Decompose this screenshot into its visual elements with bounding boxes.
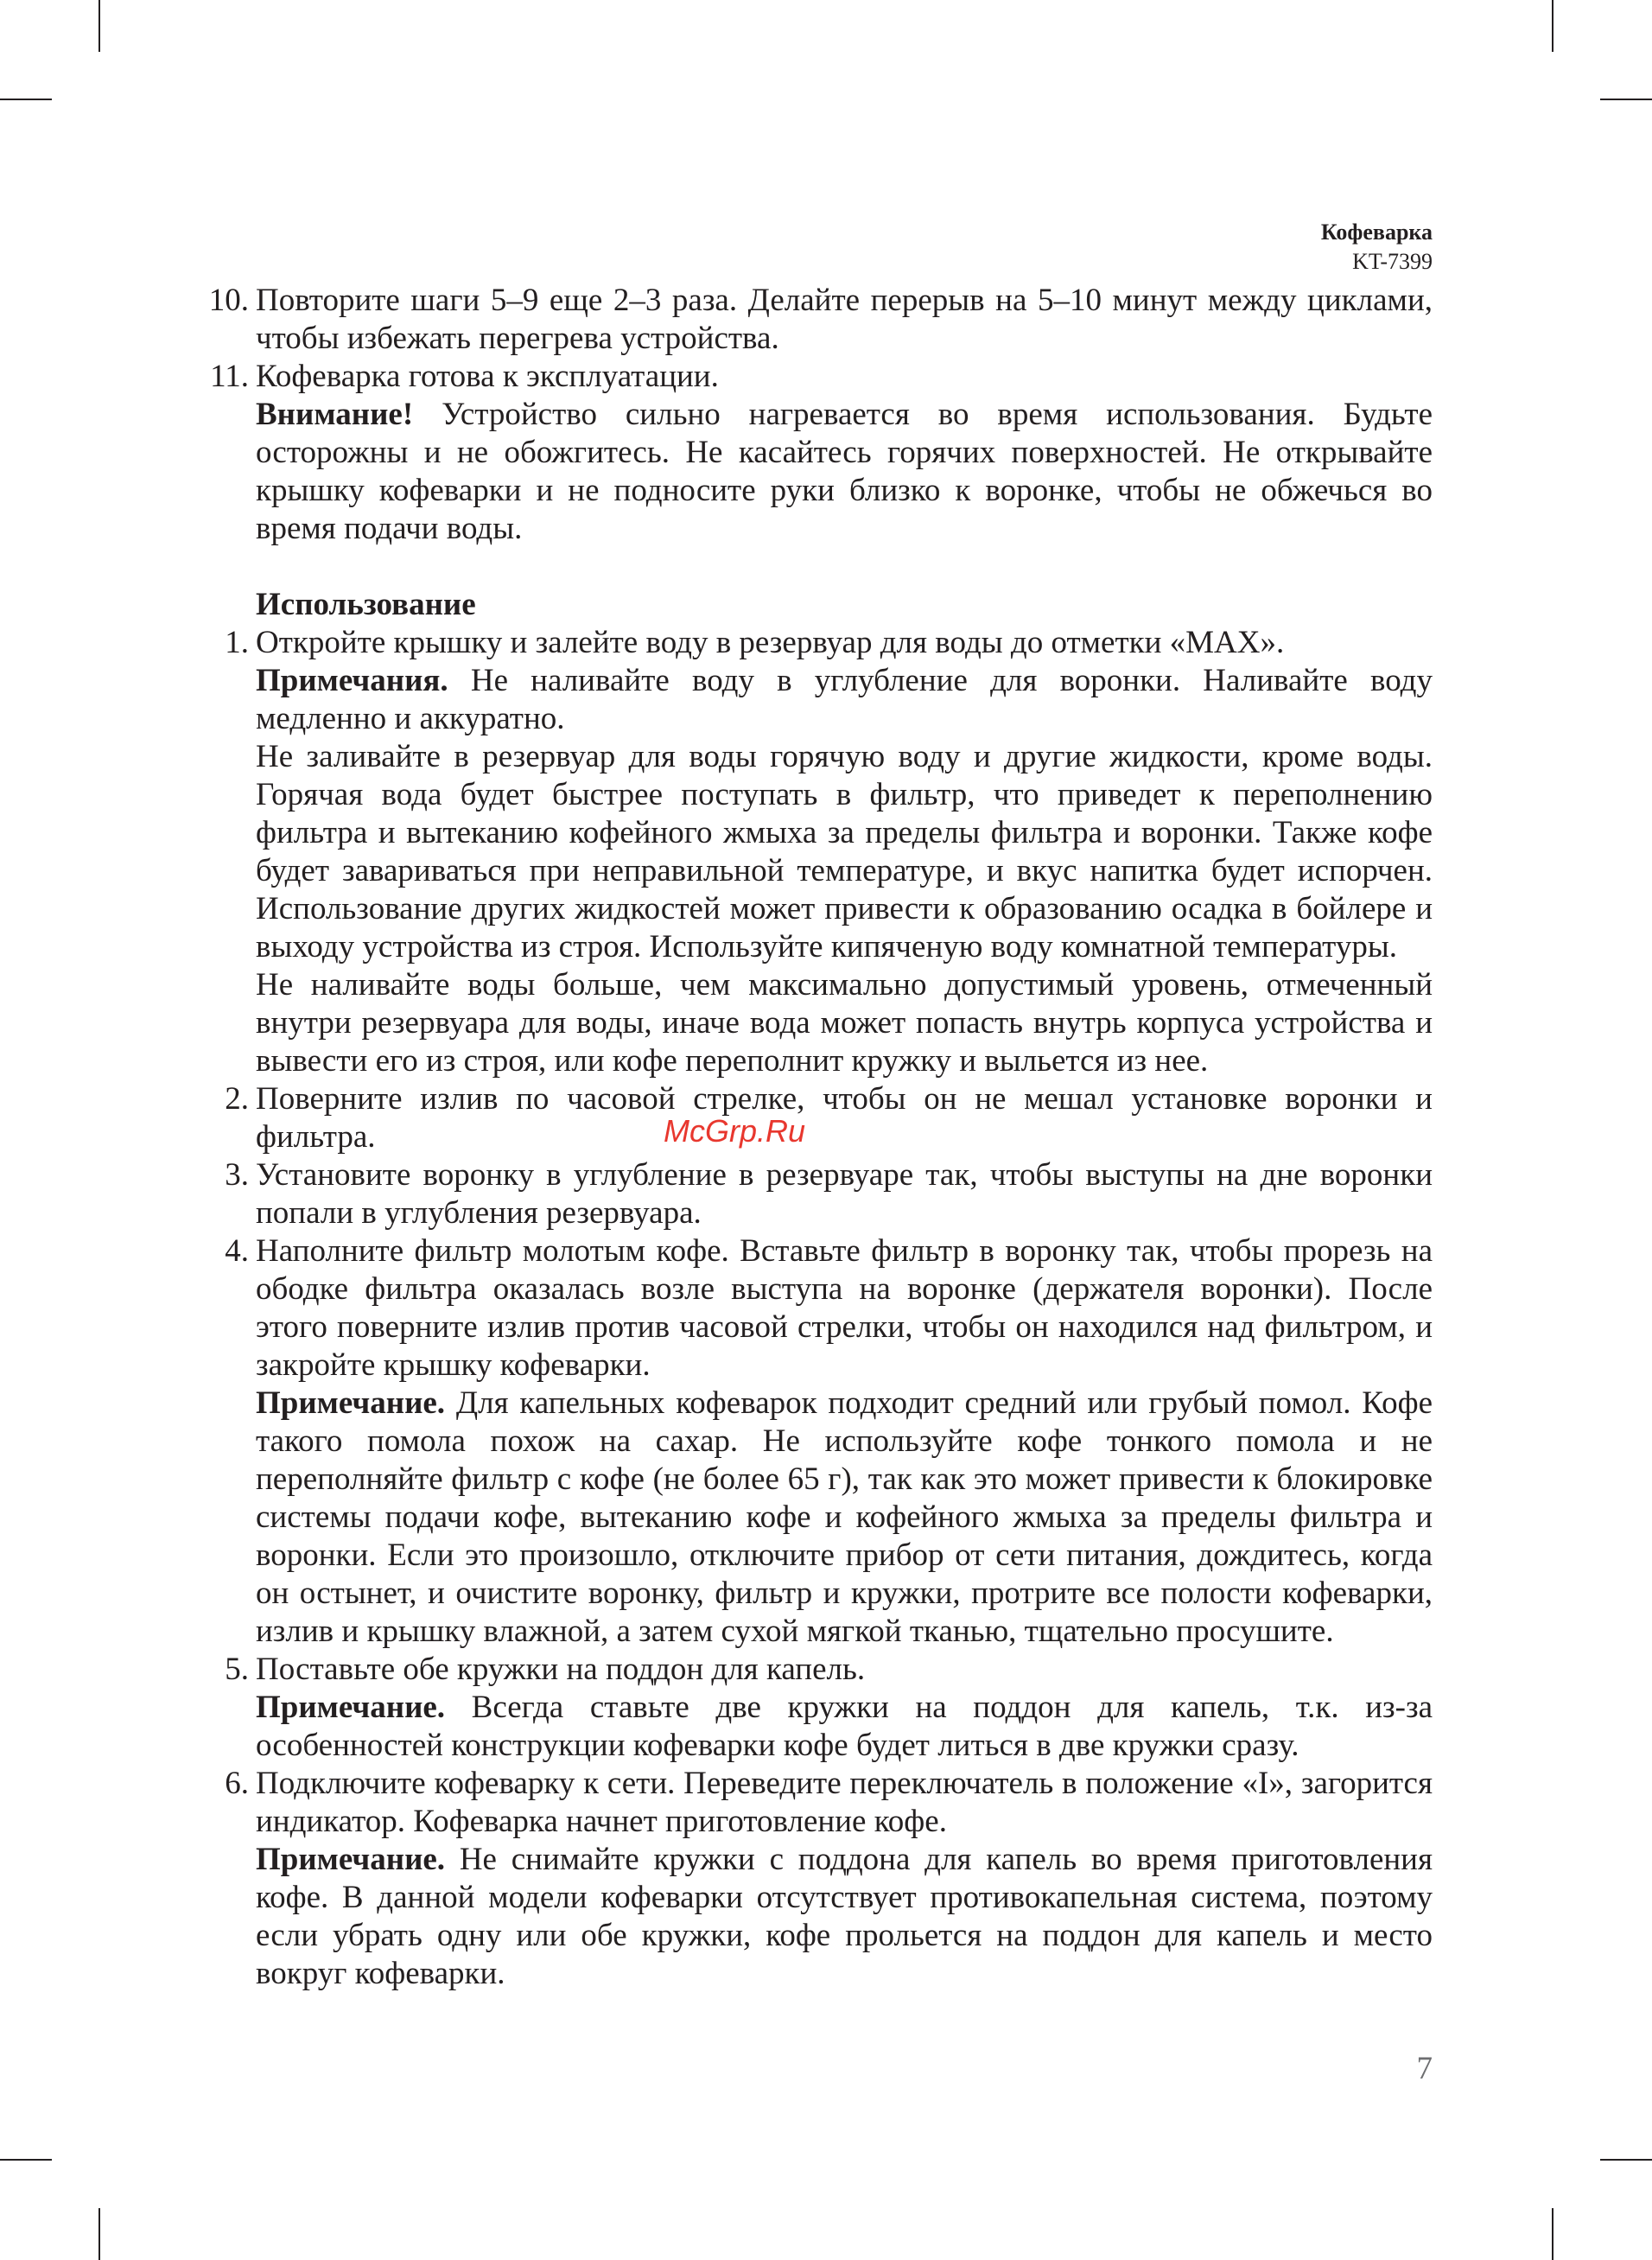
- header-title: Кофеварка: [1320, 220, 1433, 245]
- note-text: Не снимайте кружки с поддона для капель во время приготовления кофе. В данной модели кофеварки отсутствует противокапельная система, поэтому если убрать одну или обе кружки, кофе прольется на поддон для капель и место вокруг кофеварки.: [256, 1842, 1433, 1991]
- note-label: Примечания.: [256, 663, 448, 698]
- item-text: Откройте крышку и залейте воду в резервуар для воды до отметки «MAX».: [256, 625, 1285, 660]
- item-number: 3.: [225, 1157, 249, 1193]
- note-label: Примечание.: [256, 1385, 446, 1421]
- item-text: Наполните фильтр молотым кофе. Вставьте фильтр в воронку так, чтобы прорезь на ободке фильтра оказалась возле выступа на воронке (держателя воронки). После этого поверните излив против часовой стрелки, чтобы он находился над фильтром, и закройте крышку кофеварки.: [256, 1233, 1433, 1383]
- page-content: [197, 282, 1433, 1993]
- running-header: [1321, 218, 1433, 277]
- note-paragraph: [256, 1689, 1433, 1765]
- section-heading: Использование: [256, 587, 476, 622]
- list-item: [197, 1651, 1433, 1765]
- item-number: 5.: [225, 1652, 249, 1687]
- note-text: Всегда ставьте две кружки на поддон для капель, т.к. из-за особенностей конструкции кофеварки кофе будет литься в две кружки сразу.: [256, 1690, 1433, 1763]
- crop-mark: [0, 2159, 52, 2161]
- crop-mark: [1552, 2208, 1554, 2260]
- watermark: McGrp.Ru: [664, 1113, 806, 1149]
- crop-mark: [98, 2208, 100, 2260]
- note-text: Не наливайте воду в углубление для воронки. Наливайте воду медленно и аккуратно.: [256, 663, 1433, 736]
- item-number: 4.: [225, 1233, 249, 1269]
- note-paragraph: [256, 1385, 1433, 1651]
- note-label: Примечание.: [256, 1690, 446, 1725]
- list-item: [197, 1765, 1433, 1993]
- list-item: [197, 1156, 1433, 1232]
- crop-mark: [0, 99, 52, 100]
- item-text: Кофеварка готова к эксплуатации.: [256, 359, 719, 394]
- item-number: 11.: [210, 359, 249, 394]
- item-text: Поставьте обе кружки на поддон для капель.: [256, 1652, 866, 1687]
- page-number: 7: [1416, 2051, 1433, 2086]
- item-text: Установите воронку в углубление в резервуаре так, чтобы выступы на дне воронки попали в углубления резервуара.: [256, 1157, 1433, 1231]
- item-number: 1.: [225, 625, 249, 660]
- list-item: [197, 1232, 1433, 1651]
- list-item: [197, 282, 1433, 358]
- note-paragraph: [256, 1841, 1433, 1993]
- note-text: Для капельных кофеварок подходит средний или грубый помол. Кофе такого помола похож на сахар. Не используйте кофе тонкого помола и не переполняйте фильтр с кофе (не более 65 г), так как это может привести к блокировке системы подачи кофе, вытеканию кофе и кофейного жмыха за пределы фильтра и воронки. Если это произошло, отключите прибор от сети питания, дождитесь, когда он остынет, и очистите воронку, фильтр и кружки, протрите все полости кофеварки, излив и крышку влажной, а затем сухой мягкой тканью, тщательно просушите.: [256, 1385, 1433, 1649]
- crop-mark: [98, 0, 100, 52]
- note-paragraph: Не наливайте воды больше, чем максимально допустимый уровень, отмеченный внутри резервуара для воды, иначе вода может попасть внутрь корпуса устройства и вывести его из строя, или кофе переполнит кружку и выльется из нее.: [256, 967, 1433, 1079]
- header-model: KT-7399: [1352, 249, 1433, 275]
- crop-mark: [1600, 2159, 1652, 2161]
- warning-paragraph: [249, 396, 1433, 548]
- item-number: 2.: [225, 1081, 249, 1117]
- list-item: [197, 1080, 1433, 1156]
- note-paragraph: [256, 662, 1433, 738]
- list-item: [197, 624, 1433, 1080]
- crop-mark: [1552, 0, 1554, 52]
- item-number: 10.: [208, 283, 249, 318]
- item-number: 6.: [225, 1766, 249, 1801]
- crop-mark: [1600, 99, 1652, 100]
- warning-label: Внимание!: [256, 397, 414, 432]
- item-text: Повторите шаги 5–9 еще 2–3 раза. Делайте перерыв на 5–10 минут между циклами, чтобы избежать перегрева устройства.: [256, 283, 1433, 356]
- note-paragraph: Не заливайте в резервуар для воды горячую воду и другие жидкости, кроме воды. Горячая вода будет быстрее поступать в фильтр, что приведет к переполнению фильтра и вытеканию кофейного жмыха за пределы фильтра и воронки. Также кофе будет завариваться при неправильной температуре, и вкус напитка будет испорчен. Использование других жидкостей может привести к образованию осадка в бойлере и выходу устройства из строя. Используйте кипяченую воду комнатной температуры.: [256, 739, 1433, 964]
- warning-text: Устройство сильно нагревается во время использования. Будьте осторожны и не обожгитесь. Не касайтесь горячих поверхностей. Не открывайте крышку кофеварки и не подносите руки близко к воронке, чтобы не обжечься во время подачи воды.: [256, 397, 1433, 546]
- note-label: Примечание.: [256, 1842, 446, 1877]
- item-text: Поверните излив по часовой стрелке, чтобы он не мешал установке воронки и фильтра.: [256, 1081, 1433, 1155]
- item-text: Подключите кофеварку к сети. Переведите переключатель в положение «I», загорится индикатор. Кофеварка начнет приготовление кофе.: [256, 1766, 1433, 1839]
- list-item: [197, 358, 1433, 396]
